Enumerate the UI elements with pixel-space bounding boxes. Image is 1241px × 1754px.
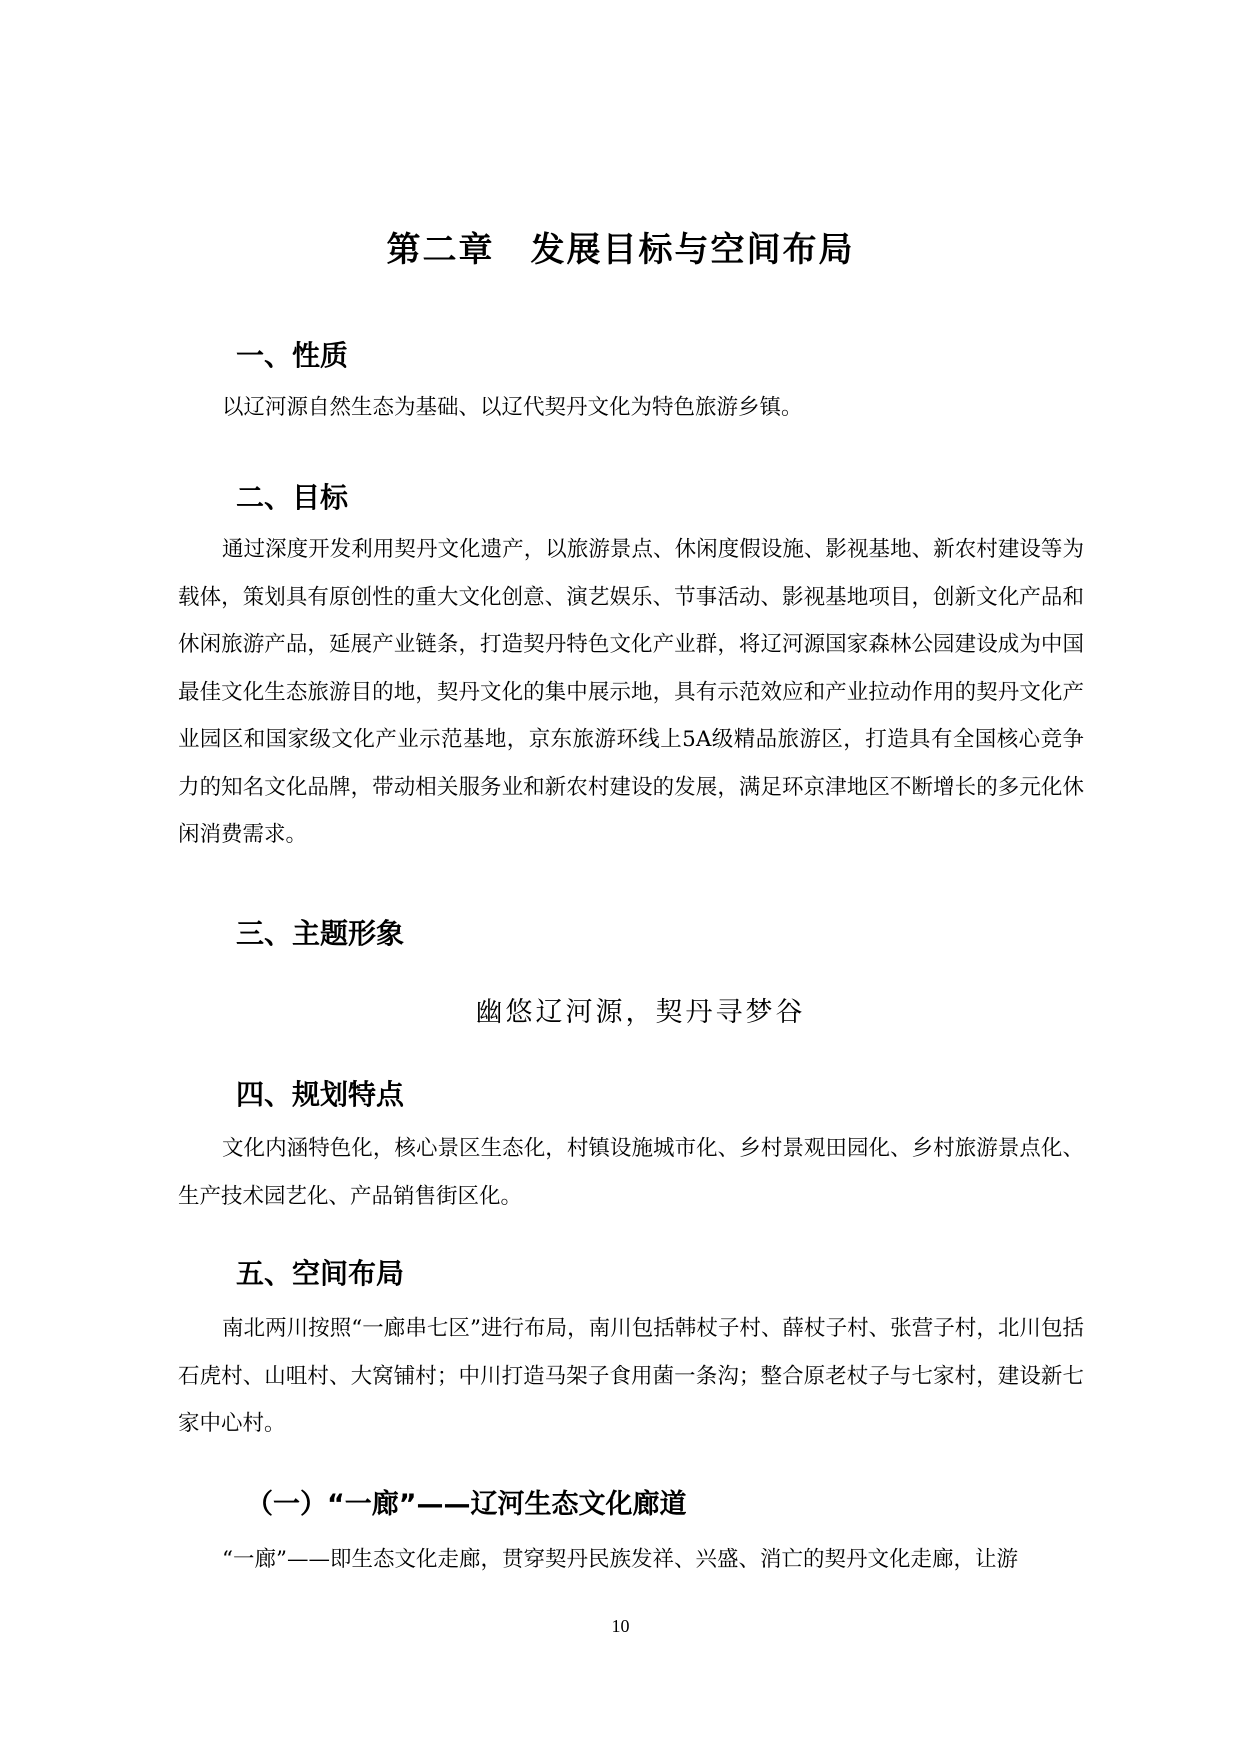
section-heading-nature: 一、性质 [236,339,349,372]
section-heading-goals: 二、目标 [236,481,349,514]
section-heading-theme-image: 三、主题形象 [236,917,405,950]
section-body-nature: 以辽河源自然生态为基础、以辽代契丹文化为特色旅游乡镇。 [222,395,803,420]
section-body-goals: 通过深度开发利用契丹文化遗产，以旅游景点、休闲度假设施、影视基地、新农村建设等为载体，策划具有原创性的重大文化创意、演艺娱乐、节事活动、影视基地项目，创新文化产品和休闲旅游产品，延展产业链条，打造契丹特色文化产业群，将辽河源国家森林公园建设成为中国最佳文化生态旅游目的地，契丹文化的集中展示地，具有示范效应和产业拉动作用的契丹文化产业园区和国家级文化产业示范基地，京东旅游环线上5A级精品旅游区，打造具有全国核心竞争力的知名文化品牌，带动相关服务业和新农村建设的发展，满足环京津地区不断增长的多元化休闲消费需求。 [178,537,1084,847]
section-body-planning-features: 文化内涵特色化，核心景区生态化，村镇设施城市化、乡村景观田园化、乡村旅游景点化、生产技术园艺化、产品销售街区化。 [178,1136,1084,1209]
subsection-body-corridor: “一廊”——即生态文化走廊，贯穿契丹民族发祥、兴盛、消亡的契丹文化走廊，让游 [222,1547,1018,1572]
section-heading-planning-features: 四、规划特点 [236,1078,405,1111]
chapter-title: 第二章 发展目标与空间布局 [386,230,855,270]
page-number: 10 [611,1616,630,1636]
section-body-spatial-layout: 南北两川按照“一廊串七区”进行布局，南川包括韩杖子村、薛杖子村、张营子村，北川包括石虎村、山咀村、大窝铺村；中川打造马架子食用菌一条沟；整合原老杖子与七家村，建设新七家中心村。 [178,1316,1084,1436]
section-heading-spatial-layout: 五、空间布局 [236,1257,405,1290]
theme-slogan: 幽悠辽河源，契丹寻梦谷 [475,997,806,1028]
subsection-heading-corridor: （一）“一廊”——辽河生态文化廊道 [246,1489,687,1520]
